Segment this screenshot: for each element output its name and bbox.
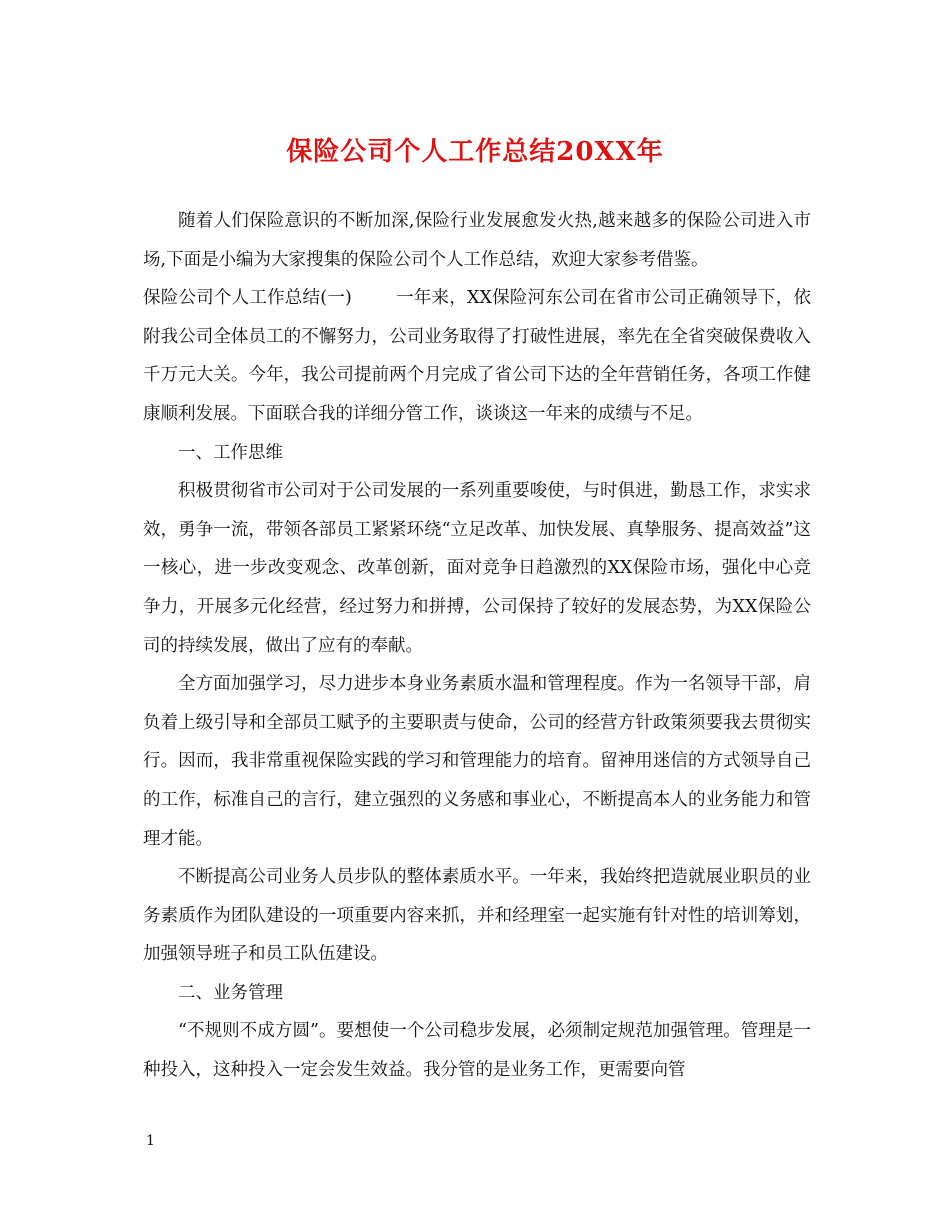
paragraph-four: 不断提高公司业务人员步队的整体素质水平。一年来，我始终把造就展业职员的业务素质作为团队建设的一项重要内容来抓，并和经理室一起实施有针对性的培训筹划，加强领导班子和员工队伍建设。	[143, 867, 811, 965]
paragraph-two: 积极贯彻省市公司对于公司发展的一系列重要唆使，与时俱进，勤恳工作，求实求效，勇争一流，带领各部员工紧紧环绕“立足改革、加快发展、真挚服务、提高效益”这一核心，进一步改变观念、改革创新，面对竞争日趋激烈的XX保险市场，强化中心竞争力，开展多元化经营，经过努力和拼搏，公司保持了较好的发展态势，为XX保险公司的持续发展，做出了应有的奉献。	[143, 481, 811, 656]
paragraph-five: “不规则不成方圆”。要想使一个公司稳步发展，必须制定规范加强管理。管理是一种投入，这种投入一定会发生效益。我分管的是业务工作，更需要向管	[143, 1021, 811, 1081]
page-number: 1	[146, 1133, 155, 1149]
document-body	[143, 202, 811, 1090]
paragraph-one-text: 一年来，XX保险河东公司在省市公司正确领导下，依附我公司全体员工的不懈努力，公司业务取得了打破性进展，率先在全省突破保费收入千万元大关。今年，我公司提前两个月完成了省公司下达的全年营销任务，各项工作健康顺利发展。下面联合我的详细分管工作，谈谈这一年来的成绩与不足。	[143, 288, 811, 424]
heading-one: 一、工作思维	[178, 442, 283, 463]
heading-two: 二、业务管理	[178, 982, 283, 1003]
intro-paragraph	[143, 202, 811, 279]
intro-text: 随着人们保险意识的不断加深,保险行业发展愈发火热,越来越多的保险公司进入市场,下面是小编为大家搜集的保险公司个人工作总结，欢迎大家参考借鉴。	[143, 211, 811, 270]
paragraph-three: 全方面加强学习，尽力进步本身业务素质水温和管理程度。作为一名领导干部，肩负着上级引导和全部员工赋予的主要职责与使命，公司的经营方针政策须要我去贯彻实行。因而，我非常重视保险实践的学习和管理能力的培育。留神用迷信的方式领导自己的工作，标准自己的言行，建立强烈的义务感和事业心，不断提高本人的业务能力和管理才能。	[143, 674, 811, 849]
section-one-paragraph	[143, 279, 811, 433]
subtitle-one: 保险公司个人工作总结(一)	[143, 288, 352, 309]
document-title: 保险公司个人工作总结20XX年	[286, 137, 664, 167]
